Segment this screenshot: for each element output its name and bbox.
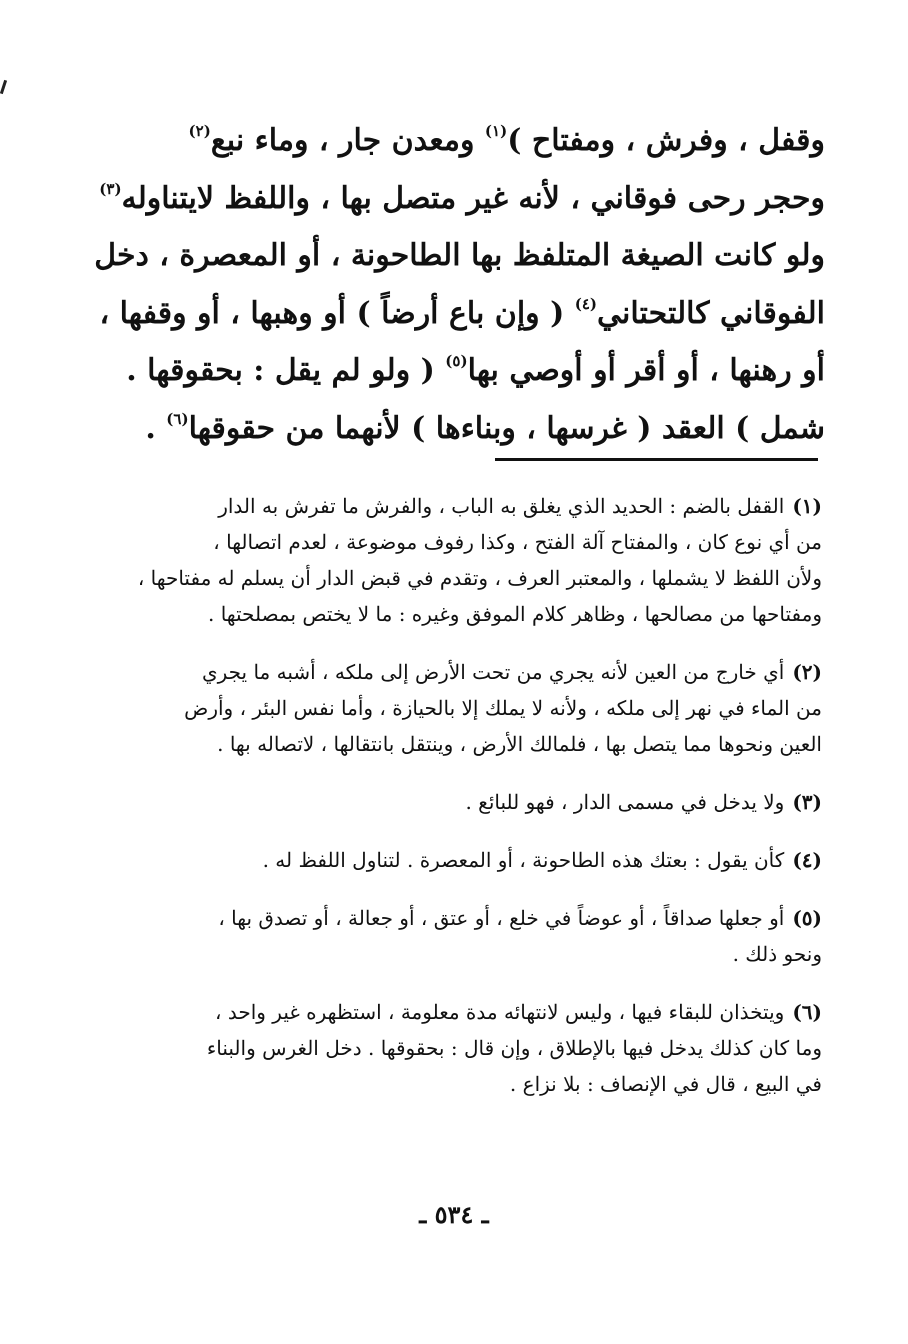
- footnote-4: [82, 842, 822, 878]
- footnote-marker: (١): [484, 122, 508, 140]
- footnote-text: القفل بالضم : الحديد الذي يغلق به الباب ، والفرش ما تفرش به الدار: [218, 494, 785, 518]
- main-text-line: [80, 112, 825, 170]
- footnote-text: أي خارج من العين لأنه يجري من تحت الأرض إلى ملكه ، أشبه ما يجري: [201, 660, 785, 684]
- footnote-line: [82, 784, 822, 820]
- main-text-segment: ولو كانت الصيغة المتلفظ بها الطاحونة ، أو المعصرة ، دخل: [94, 238, 825, 273]
- footnote-3: [82, 784, 822, 820]
- footnote-text: ويتخذان للبقاء فيها ، وليس لانتهائه مدة معلومة ، استظهره غير واحد ،: [215, 1000, 785, 1024]
- footnote-text: أو جعلها صداقاً ، أو عوضاً في خلع ، أو عتق ، أو جعالة ، أو تصدق بها ،: [218, 906, 785, 930]
- footnote-line: [82, 488, 822, 524]
- footnote-line: [82, 994, 822, 1030]
- main-text-line: [80, 342, 825, 400]
- footnote-marker: (٢): [188, 122, 211, 140]
- footnote-line: وما كان كذلك يدخل فيها بالإطلاق ، وإن قال : بحقوقها . دخل الغرس والبناء: [206, 1036, 822, 1060]
- main-text-segment: ومعدن جار ، وماء نبع: [210, 123, 475, 158]
- footnote-number: (١): [792, 494, 822, 518]
- main-text-segment: وقفل ، وفرش ، ومفتاح ): [507, 123, 825, 158]
- main-text-segment: ( وإن باع أرضاً ) أو وهبها ، أو وقفها ،: [99, 295, 565, 331]
- footnote-divider: [495, 458, 818, 461]
- main-text-segment: ( ولو لم يقل : بحقوقها .: [126, 353, 435, 388]
- main-text-segment: وحجر رحى فوقاني ، لأنه غير متصل بها ، واللفظ لايتناوله: [121, 180, 825, 216]
- footnote-marker: (٣): [99, 179, 122, 198]
- footnote-line: من الماء في نهر إلى ملكه ، ولأنه لا يملك إلا بالحيازة ، وأما نفس البئر ، وأرض: [184, 696, 822, 720]
- footnote-line: في البيع ، قال في الإنصاف : بلا نزاع .: [509, 1072, 822, 1096]
- footnote-6: [82, 994, 822, 1102]
- footnote-marker: (٤): [574, 294, 598, 313]
- footnote-number: (٣): [792, 790, 822, 814]
- main-text-line: [80, 400, 825, 458]
- footnote-number: (٢): [792, 660, 822, 684]
- footnote-line: ولأن اللفظ لا يشملها ، والمعتبر العرف ، وتقدم في قبض الدار أن يسلم له مفتاحها ،: [137, 566, 822, 590]
- page-number: ـ ٥٣٤ ـ: [419, 1200, 489, 1229]
- main-text-line: [80, 170, 825, 228]
- footnote-line: ونحو ذلك .: [732, 942, 822, 966]
- main-text-line: [80, 285, 825, 343]
- page-edge-mark: [0, 80, 7, 94]
- footnote-number: (٦): [792, 1000, 822, 1024]
- footnote-line: من أي نوع كان ، والمفتاح آلة الفتح ، وكذا رفوف موضوعة ، لعدم اتصالها ،: [213, 530, 822, 554]
- footnote-line: [82, 842, 822, 878]
- main-text-segment: .: [145, 410, 156, 446]
- footnote-line: العين ونحوها مما يتصل بها ، فلمالك الأرض ، وينتقل بانتقالها ، لاتصاله بها .: [217, 732, 822, 756]
- footnote-5: [82, 900, 822, 972]
- main-text-segment: أو رهنها ، أو أقر أو أوصي بها: [467, 353, 825, 388]
- footnotes-section: [82, 488, 822, 1124]
- footnote-line: [82, 900, 822, 936]
- footnote-marker: (٥): [445, 352, 468, 370]
- footnote-number: (٤): [792, 848, 822, 872]
- footnote-1: [82, 488, 822, 632]
- footnote-text: كأن يقول : بعتك هذه الطاحونة ، أو المعصرة . لتناول اللفظ له .: [262, 848, 785, 872]
- main-text-segment: الفوقاني كالتحتاني: [597, 295, 825, 331]
- footnote-marker: (٦): [166, 409, 189, 428]
- footnote-line: ومفتاحها من مصالحها ، وظاهر كلام الموفق وغيره : ما لا يختص بمصلحتها .: [207, 602, 822, 626]
- footnote-text: ولا يدخل في مسمى الدار ، فهو للبائع .: [465, 790, 785, 814]
- main-text-segment: شمل ) العقد ( غرسها ، وبناءها ) لأنهما من حقوقها: [188, 410, 825, 446]
- main-text-line: [80, 227, 825, 285]
- footnote-line: [82, 654, 822, 690]
- main-text-block: [80, 112, 825, 457]
- footnote-2: [82, 654, 822, 762]
- footnote-number: (٥): [792, 906, 822, 930]
